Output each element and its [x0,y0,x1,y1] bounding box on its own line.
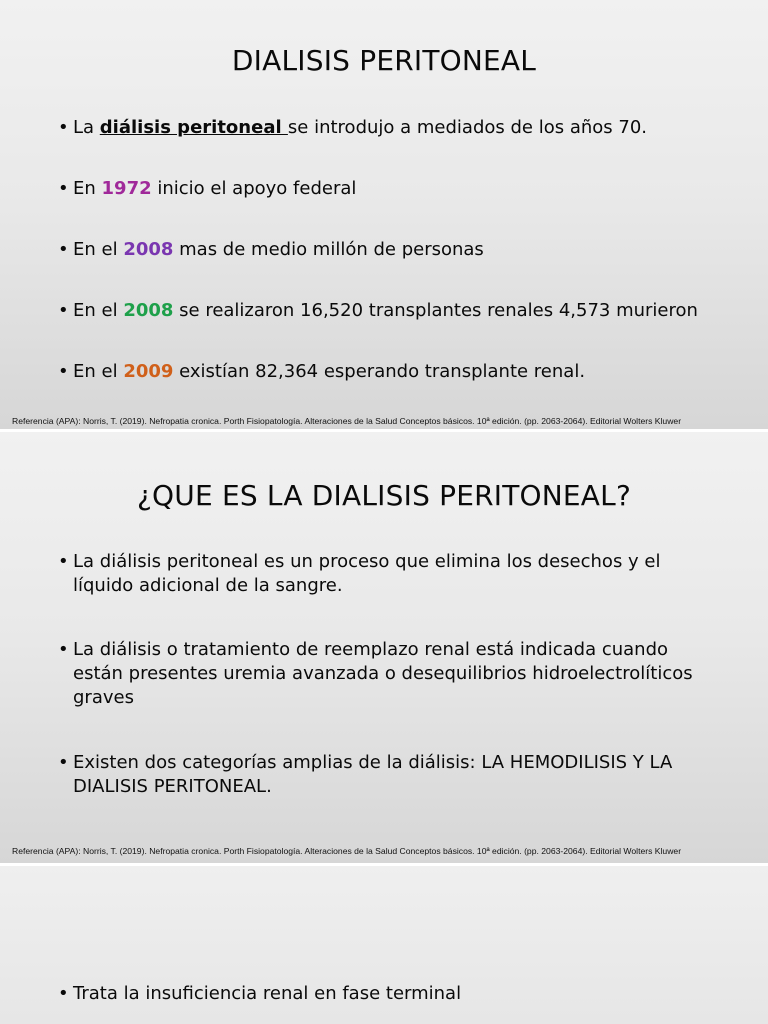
list-item [58,299,698,323]
slide-2 [0,432,768,866]
highlight-year: 2009 [123,361,174,382]
highlight-year: 2008 [123,300,174,321]
bullet-text: mas de medio millón de personas [173,239,484,260]
highlight-year: 1972 [101,178,152,199]
slide-2-title: ¿QUE ES LA DIALISIS PERITONEAL? [136,479,632,512]
bullet-text: En el [73,361,124,382]
bullet-text: En [73,178,102,199]
list-item: • La diálisis peritoneal es un proceso que elimina los desechos y el líquido adicional de la sangre. [58,550,708,598]
bullet-text: En el [73,239,124,260]
list-item [58,360,698,384]
bullet-text: existían 82,364 esperando transplante renal. [173,361,586,382]
reference-citation: Referencia (APA): Norris, T. (2019). Nefropatia cronica. Porth Fisiopatología. Alteraciones de la Salud Conceptos básicos. 10ª edición. (pp. 2063-2064). Editorial Wolters Kluwer [12,846,682,856]
reference-citation: Referencia (APA): Norris, T. (2019). Nefropatia cronica. Porth Fisiopatología. Alteraciones de la Salud Conceptos básicos. 10ª edición. (pp. 2063-2064). Editorial Wolters Kluwer [12,416,682,426]
bullet-text: La [73,117,100,138]
slide-1-bullet-list [58,116,698,384]
slide-1 [0,0,768,432]
highlight-term: diálisis peritoneal [99,117,288,138]
highlight-year: 2008 [123,239,174,260]
bullet-text: se introdujo a mediados de los años 70. [287,117,648,138]
list-item: • Trata la insuficiencia renal en fase terminal [58,982,461,1006]
bullet-text: En el [73,300,124,321]
slide-3-bullet-list [58,982,461,1006]
list-item [58,116,698,140]
list-item [58,238,698,262]
list-item: • La diálisis o tratamiento de reemplazo renal está indicada cuando están presentes uremia avanzada o desequilibrios hidroelectrolíticos graves [58,638,708,710]
slide-2-bullet-list [58,550,708,799]
bullet-text: inicio el apoyo federal [151,178,357,199]
list-item [58,177,698,201]
slide-3 [0,866,768,1024]
list-item: • Existen dos categorías amplias de la diálisis: LA HEMODILISIS Y LA DIALISIS PERITONEAL. [58,751,708,799]
bullet-text: se realizaron 16,520 transplantes renales 4,573 murieron [173,300,698,321]
slide-1-title: DIALISIS PERITONEAL [231,44,537,77]
